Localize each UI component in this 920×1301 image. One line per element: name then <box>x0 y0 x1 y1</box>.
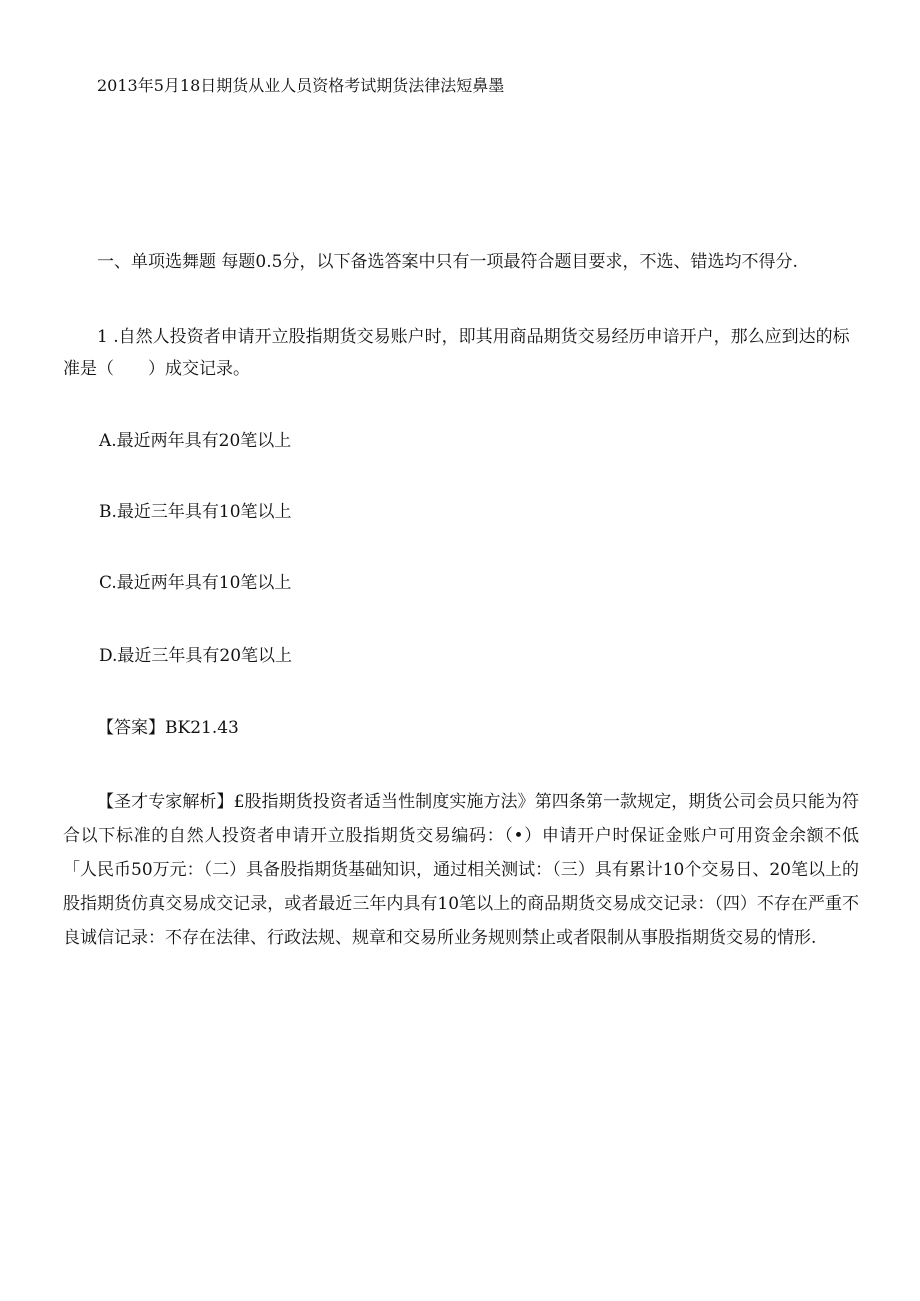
expert-analysis: 【圣才专家解析】£股指期货投资者适当性制度实施方法》第四条第一款规定，期货公司会员只能为符合以下标准的自然人投资者申请开立股指期货交易编码：（•）申请开户时保证金账户可用资金余额不低「人民币50万元：（二）具备股指期货基础知识，通过相关测试：（三）具有累计10个交易日、20笔以上的股指期货仿真交易成交记录，或者最近三年内具有10笔以上的商品期货交易成交记录：（四）不存在严重不良诚信记录：不存在法律、行政法规、规章和交易所业务规则禁止或者限制从事股指期货交易的情形. <box>63 792 859 948</box>
option-d: D.最近三年具有20笔以上 <box>99 646 293 666</box>
question-text: 1 .自然人投资者申请开立股指期货交易账户时，即其用商品期货交易经历申谙开户，那么应到达的标准是（ ）成交记录。 <box>63 327 850 379</box>
section-heading: 一、单项选舞题 每题0.5分，以下备选答案中只有一项最符合题目要求，不选、错选均不得分. <box>97 252 798 272</box>
document-title: 2013年5月18日期货从业人员资格考试期货法律法短鼻墨 <box>97 76 505 95</box>
option-b: B.最近三年具有10笔以上 <box>99 502 292 522</box>
option-c: C.最近两年具有10笔以上 <box>99 573 292 593</box>
option-a: A.最近两年具有20笔以上 <box>99 431 292 451</box>
answer-line: 【答案】BK21.43 <box>97 718 239 738</box>
